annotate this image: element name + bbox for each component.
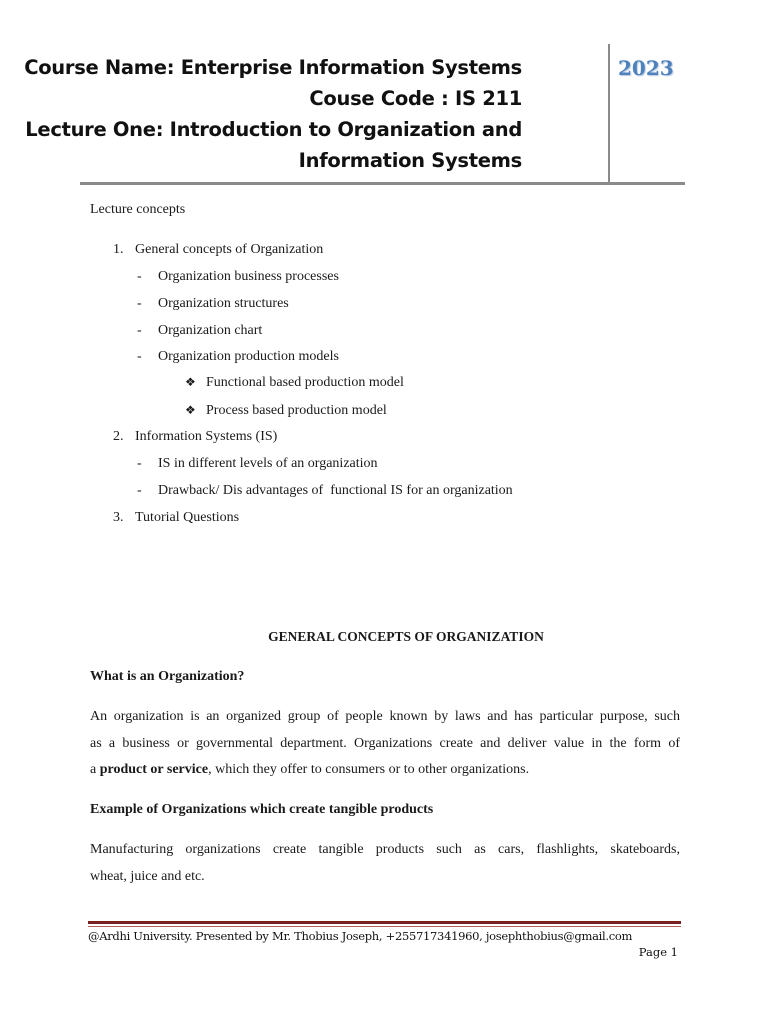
dash-marker: - xyxy=(137,269,142,284)
diamond-bullet-icon: ❖ xyxy=(185,375,196,389)
header-horizontal-divider xyxy=(80,182,685,185)
paragraph-line: Manufacturing organizations create tangible products such as cars, flashlights, skateboards, xyxy=(90,842,680,857)
header-year: 2023 xyxy=(618,56,674,80)
paragraph-line: wheat, juice and etc. xyxy=(90,868,205,884)
list-number-1: 1. xyxy=(113,242,124,257)
paragraph-line: An organization is an organized group of people known by laws and has particular purpose, such xyxy=(90,709,680,724)
list-item-information-systems: Information Systems (IS) xyxy=(135,429,278,444)
lecture-concepts-heading: Lecture concepts xyxy=(90,202,186,217)
list-item-tutorial-questions: Tutorial Questions xyxy=(135,510,240,525)
list-number-2: 2. xyxy=(113,429,124,444)
dash-marker: - xyxy=(137,349,142,364)
text-run: , which they offer to consumers or to other organizations. xyxy=(208,762,530,777)
list-item-business-processes: Organization business processes xyxy=(158,269,339,284)
list-item-general-concepts: General concepts of Organization xyxy=(135,242,324,257)
list-number-3: 3. xyxy=(113,510,124,525)
organization-definition-paragraph xyxy=(90,704,680,784)
dash-marker: - xyxy=(137,483,142,498)
text-run: a xyxy=(90,762,100,777)
dash-marker: - xyxy=(137,323,142,338)
footer-rule-thin xyxy=(88,926,681,927)
list-item-production-models: Organization production models xyxy=(158,349,339,364)
lecture-title-line-2: Information Systems xyxy=(298,149,522,172)
page-header xyxy=(24,44,686,184)
list-item-process-model: Process based production model xyxy=(206,403,387,418)
list-item-chart: Organization chart xyxy=(158,323,263,338)
list-item-structures: Organization structures xyxy=(158,296,289,311)
section-title: GENERAL CONCEPTS OF ORGANIZATION xyxy=(268,629,544,644)
footer-rule xyxy=(88,921,681,924)
dash-marker: - xyxy=(137,456,142,471)
emphasis-product-or-service: product or service xyxy=(99,762,209,777)
question-heading: What is an Organization? xyxy=(90,669,245,684)
list-item-drawbacks: Drawback/ Dis advantages of functional IS for an organization xyxy=(158,483,513,498)
list-item-functional-model: Functional based production model xyxy=(206,375,404,390)
footer-credit: @Ardhi University. Presented by Mr. Thobius Joseph, +255717341960, josephthobius@gmail.com xyxy=(88,929,633,943)
lecture-title-line-1: Lecture One: Introduction to Organization and xyxy=(25,118,522,141)
paragraph-line: as a business or governmental department. Organizations create and deliver value in the form of xyxy=(90,735,680,751)
manufacturing-paragraph xyxy=(90,837,680,890)
example-heading: Example of Organizations which create tangible products xyxy=(90,802,434,817)
course-title-block xyxy=(2,52,522,176)
paragraph-line xyxy=(90,757,680,784)
header-vertical-divider xyxy=(608,44,610,183)
page-number: Page 1 xyxy=(638,945,678,959)
dash-marker: - xyxy=(137,296,142,311)
diamond-bullet-icon: ❖ xyxy=(185,403,196,417)
course-name-line: Course Name: Enterprise Information Systems xyxy=(24,56,522,79)
list-item-is-levels: IS in different levels of an organization xyxy=(158,456,378,471)
course-code-line: Couse Code : IS 211 xyxy=(309,87,522,110)
